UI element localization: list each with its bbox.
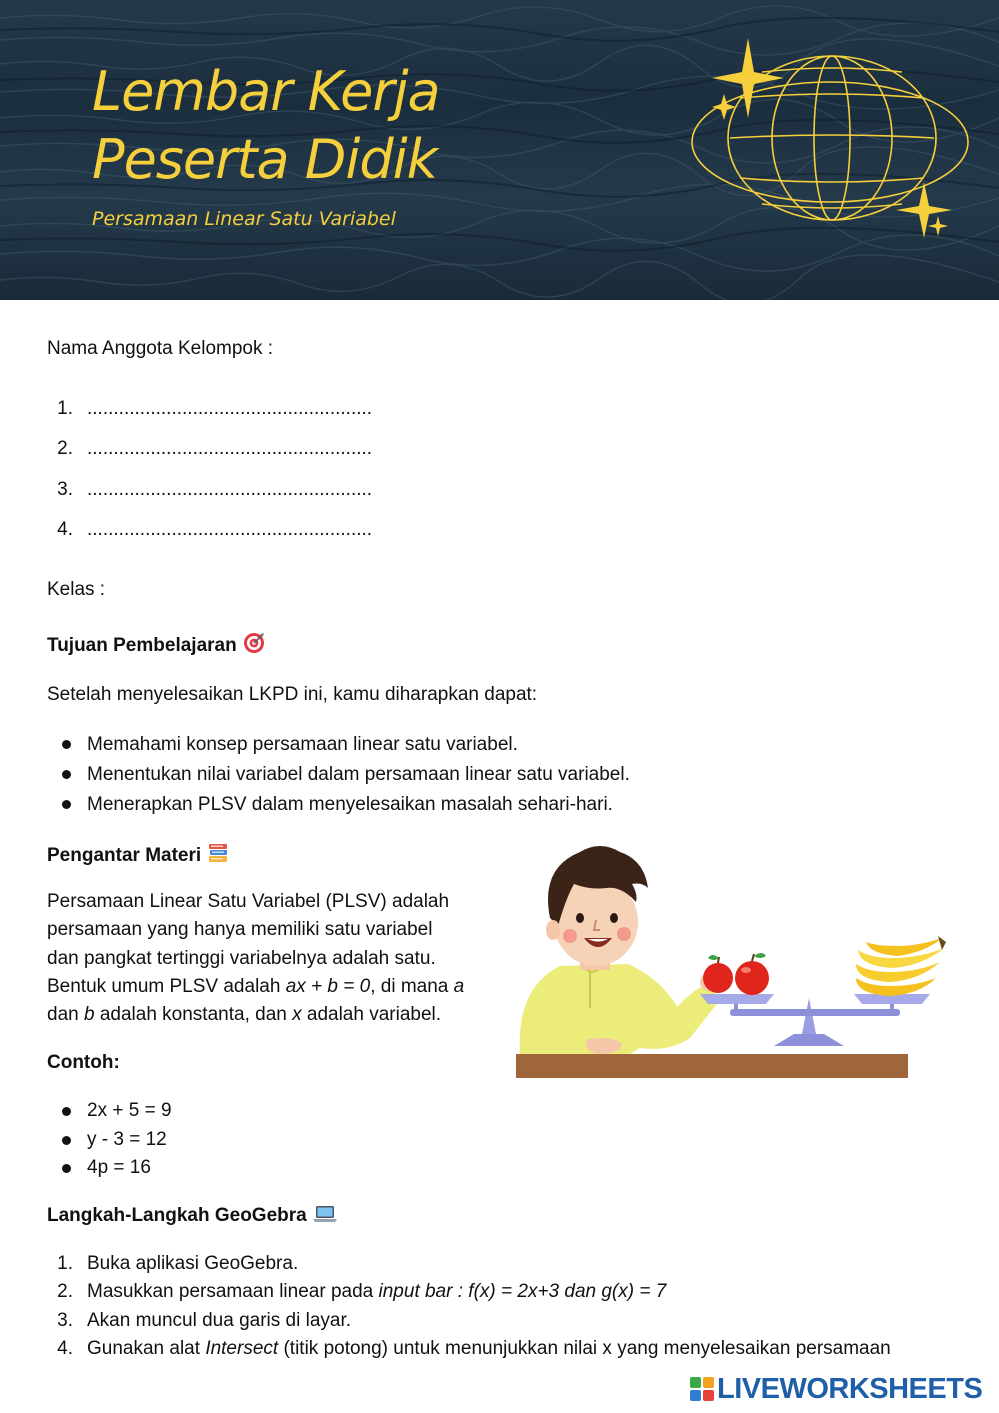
section-heading-contoh: Contoh: [47, 1052, 120, 1073]
example-equation: y - 3 = 12 [87, 1129, 167, 1150]
intro-paragraph [47, 888, 497, 1029]
section-heading-langkah [47, 1204, 337, 1228]
example-equation: 2x + 5 = 9 [87, 1100, 172, 1121]
bullet [62, 1164, 71, 1173]
title-line-1: Lembar Kerja [92, 60, 440, 123]
step-text [87, 1337, 891, 1361]
objective-item: Memahami konsep persamaan linear satu variabel. [87, 734, 518, 755]
text-run: Bentuk umum PLSV adalah [47, 975, 286, 997]
liveworksheets-logo[interactable] [690, 1372, 990, 1406]
member-name-blank[interactable]: ...................................................... [87, 519, 373, 540]
paragraph-line: persamaan yang hanya memiliki satu variabel [47, 919, 433, 941]
text-run: (titik potong) untuk menunjukkan nilai x yang menyelesaikan persamaan [278, 1338, 891, 1359]
laptop-icon [313, 1204, 337, 1224]
step-text [87, 1280, 666, 1304]
variable-b: b [83, 1004, 95, 1026]
paragraph-line: Persamaan Linear Satu Variabel (PLSV) adalah [47, 891, 450, 912]
heading-text: Tujuan Pembelajaran [47, 635, 237, 656]
formula-general-form: ax + b = 0 [285, 975, 371, 997]
liveworksheets-grid-icon [690, 1377, 714, 1401]
subtitle: Persamaan Linear Satu Variabel [92, 208, 396, 230]
boy-balance-scale-illustration [510, 838, 950, 1083]
heading-text: Pengantar Materi [47, 845, 202, 866]
member-name-blank[interactable]: ...................................................... [87, 398, 373, 419]
member-number: 4. [57, 519, 73, 540]
text-run: , di mana [370, 975, 454, 997]
step-number: 1. [57, 1253, 73, 1274]
text-run: adalah variabel. [301, 1004, 442, 1026]
member-number: 2. [57, 438, 73, 459]
text-run: Buka aplikasi GeoGebra. [87, 1253, 299, 1274]
step-number: 2. [57, 1281, 73, 1302]
text-run: Gunakan alat [87, 1338, 206, 1359]
objective-item: Menentukan nilai variabel dalam persamaan linear satu variabel. [87, 764, 630, 785]
liveworksheets-wordmark: LIVEWORKSHEETS [717, 1373, 983, 1405]
member-number: 1. [57, 398, 73, 419]
variable-a: a [453, 975, 465, 997]
books-icon [207, 842, 229, 864]
bullet [62, 800, 71, 809]
variable-x: x [292, 1004, 302, 1026]
title-line-2: Peserta Didik [92, 128, 437, 191]
step-text [87, 1252, 298, 1276]
bullet [62, 1107, 71, 1116]
step-number: 4. [57, 1338, 73, 1359]
intersect-tool-name: Intersect [205, 1338, 279, 1359]
globe-sparkle-illustration [688, 38, 978, 248]
member-name-blank[interactable]: ...................................................... [87, 438, 373, 459]
text-run: Akan muncul dua garis di layar. [87, 1310, 352, 1331]
bullet [62, 770, 71, 779]
kelas-label: Kelas : [47, 579, 106, 600]
heading-text: Langkah-Langkah GeoGebra [47, 1205, 307, 1226]
section-heading-tujuan [47, 632, 265, 658]
tujuan-intro: Setelah menyelesaikan LKPD ini, kamu diharapkan dapat: [47, 684, 538, 705]
paragraph-line [47, 1001, 497, 1029]
step-number: 3. [57, 1310, 73, 1331]
bullet [62, 740, 71, 749]
text-run: dan [47, 1004, 84, 1026]
member-number: 3. [57, 479, 73, 500]
step-text [87, 1309, 351, 1333]
target-icon [243, 632, 265, 654]
paragraph-line: dan pangkat tertinggi variabelnya adalah satu. [47, 947, 436, 969]
section-heading-pengantar [47, 842, 229, 868]
header-banner [0, 0, 999, 300]
bullet [62, 1136, 71, 1145]
text-run: Masukkan persamaan linear pada [87, 1281, 379, 1302]
member-name-blank[interactable]: ...................................................... [87, 479, 373, 500]
group-members-label: Nama Anggota Kelompok : [47, 338, 274, 359]
input-bar-example: input bar : f(x) = 2x+3 dan g(x) = 7 [378, 1281, 667, 1302]
paragraph-line [47, 973, 497, 1001]
objective-item: Menerapkan PLSV dalam menyelesaikan masalah sehari-hari. [87, 794, 613, 815]
example-equation: 4p = 16 [87, 1157, 151, 1178]
text-run: adalah konstanta, dan [94, 1004, 293, 1026]
